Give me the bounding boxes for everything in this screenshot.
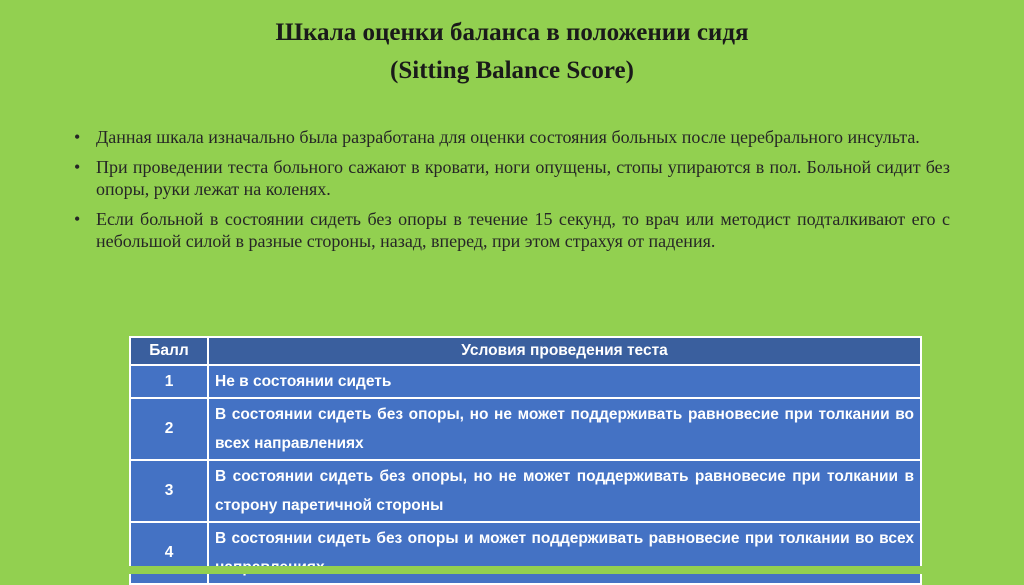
slide-title-line-2: (Sitting Balance Score): [390, 57, 634, 84]
bullet-text: При проведении теста больного сажают в кровати, ноги опущены, стопы упираются в пол. Больной сидит без опоры, руки лежат на коленях.: [96, 157, 950, 199]
bullet-text: Данная шкала изначально была разработана для оценки состояния больных после церебрального инсульта.: [96, 127, 920, 147]
table-row: [130, 398, 921, 460]
score-cell: 3: [130, 460, 208, 522]
bullet-text: Если больной в состоянии сидеть без опоры в течение 15 секунд, то врач или методист подталкивают его с небольшой силой в разные стороны, назад, вперед, при этом страхуя от падения.: [96, 209, 950, 251]
table-header-row: [130, 337, 921, 365]
bullet-icon: •: [74, 127, 81, 147]
bullet-item: [74, 126, 950, 148]
table-row: [130, 460, 921, 522]
slide-title: [0, 14, 1024, 90]
condition-cell: В состоянии сидеть без опоры, но не может поддерживать равновесие при толкании в сторону паретичной стороны: [208, 460, 921, 522]
bullet-item: [74, 208, 950, 252]
slide-bottom-edge: [0, 566, 1024, 574]
score-cell: 2: [130, 398, 208, 460]
condition-cell: В состоянии сидеть без опоры и может поддерживать равновесие при толкании во всех: [208, 522, 921, 584]
slide-title-line-1: Шкала оценки баланса в положении сидя: [275, 19, 749, 46]
condition-cell: В состоянии сидеть без опоры, но не может поддерживать равновесие при толкании во всех направлениях: [208, 398, 921, 460]
header-condition: Условия проведения теста: [208, 337, 921, 365]
bullet-icon: •: [74, 209, 81, 229]
table-row: [130, 365, 921, 398]
condition-cell: Не в состоянии сидеть: [208, 365, 921, 398]
sitting-balance-table: [129, 336, 922, 585]
table-row: [130, 522, 921, 584]
bullet-icon: •: [74, 157, 81, 177]
bullet-item: [74, 156, 950, 200]
score-cell: 1: [130, 365, 208, 398]
score-cell: 4: [130, 522, 208, 584]
bullet-list: [74, 126, 950, 260]
header-score: Балл: [130, 337, 208, 365]
